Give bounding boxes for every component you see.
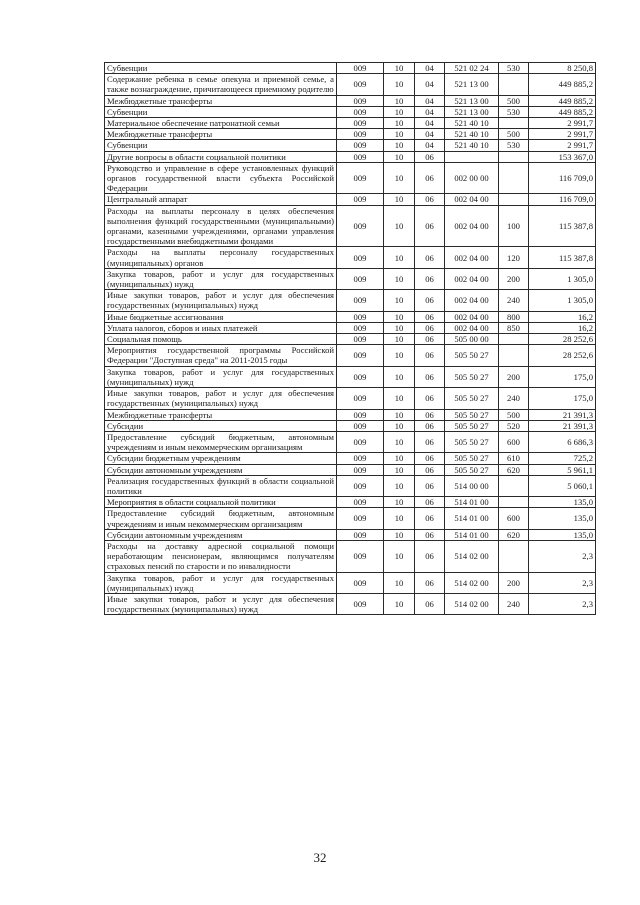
cell-target-article: 521 13 00 [445, 95, 499, 106]
cell-ministry-code: 009 [337, 151, 384, 162]
cell-subsection-code: 06 [415, 322, 445, 333]
cell-amount: 725,2 [529, 453, 596, 464]
cell-name: Центральный аппарат [105, 194, 337, 205]
cell-amount: 2,3 [529, 593, 596, 614]
cell-section-code: 10 [384, 453, 415, 464]
cell-ministry-code: 009 [337, 162, 384, 194]
budget-table [104, 62, 596, 615]
cell-target-article: 002 04 00 [445, 322, 499, 333]
cell-subsection-code: 06 [415, 409, 445, 420]
cell-name: Предоставление субсидий бюджетным, автономным учреждениям и иным некоммерческим организациям [105, 431, 337, 452]
cell-subsection-code: 06 [415, 475, 445, 496]
cell-expense-type: 850 [499, 322, 529, 333]
cell-section-code: 10 [384, 63, 415, 74]
table-row [105, 540, 596, 572]
cell-name: Межбюджетные трансферты [105, 409, 337, 420]
cell-expense-type [499, 118, 529, 129]
cell-name: Содержание ребенка в семье опекуна и приемной семье, а также вознаграждение, причитающееся приемному родителю [105, 74, 337, 95]
cell-target-article: 505 50 27 [445, 345, 499, 366]
table-row [105, 268, 596, 289]
table-row [105, 151, 596, 162]
cell-ministry-code: 009 [337, 572, 384, 593]
cell-section-code: 10 [384, 205, 415, 247]
cell-amount: 115 387,8 [529, 205, 596, 247]
cell-amount: 6 686,3 [529, 431, 596, 452]
cell-expense-type [499, 497, 529, 508]
page-number: 32 [313, 850, 327, 865]
cell-section-code: 10 [384, 388, 415, 409]
cell-target-article: 514 02 00 [445, 540, 499, 572]
cell-target-article [445, 151, 499, 162]
cell-ministry-code: 009 [337, 453, 384, 464]
cell-name: Предоставление субсидий бюджетным, автономным учреждениям и иным некоммерческим организациям [105, 508, 337, 529]
cell-target-article: 505 50 27 [445, 366, 499, 387]
cell-subsection-code: 06 [415, 345, 445, 366]
cell-section-code: 10 [384, 593, 415, 614]
cell-amount: 1 305,0 [529, 268, 596, 289]
cell-section-code: 10 [384, 366, 415, 387]
cell-subsection-code: 06 [415, 431, 445, 452]
cell-subsection-code: 04 [415, 118, 445, 129]
cell-amount: 28 252,6 [529, 345, 596, 366]
cell-subsection-code: 06 [415, 205, 445, 247]
cell-section-code: 10 [384, 106, 415, 117]
cell-ministry-code: 009 [337, 345, 384, 366]
cell-expense-type: 600 [499, 508, 529, 529]
table-row [105, 322, 596, 333]
cell-section-code: 10 [384, 345, 415, 366]
cell-amount: 1 305,0 [529, 290, 596, 311]
cell-amount: 449 885,2 [529, 95, 596, 106]
cell-ministry-code: 009 [337, 409, 384, 420]
cell-amount: 135,0 [529, 497, 596, 508]
cell-subsection-code: 06 [415, 464, 445, 475]
cell-name: Расходы на доставку адресной социальной помощи неработающим пенсионерам, являющимся получателям страховых пенсий по старости и по инвалидности [105, 540, 337, 572]
table-row [105, 106, 596, 117]
cell-ministry-code: 009 [337, 529, 384, 540]
cell-section-code: 10 [384, 572, 415, 593]
cell-ministry-code: 009 [337, 420, 384, 431]
cell-name: Закупка товаров, работ и услуг для государственных (муниципальных) нужд [105, 268, 337, 289]
table-row [105, 311, 596, 322]
cell-target-article: 505 50 27 [445, 420, 499, 431]
cell-ministry-code: 009 [337, 74, 384, 95]
cell-amount: 135,0 [529, 508, 596, 529]
cell-subsection-code: 04 [415, 95, 445, 106]
cell-subsection-code: 04 [415, 140, 445, 151]
cell-ministry-code: 009 [337, 290, 384, 311]
cell-section-code: 10 [384, 497, 415, 508]
cell-subsection-code: 06 [415, 388, 445, 409]
cell-subsection-code: 04 [415, 63, 445, 74]
cell-target-article: 002 04 00 [445, 268, 499, 289]
cell-expense-type: 620 [499, 529, 529, 540]
table-row [105, 388, 596, 409]
cell-name: Социальная помощь [105, 334, 337, 345]
cell-amount: 5 060,1 [529, 475, 596, 496]
table-row [105, 74, 596, 95]
cell-expense-type: 200 [499, 268, 529, 289]
cell-target-article: 521 13 00 [445, 74, 499, 95]
cell-subsection-code: 04 [415, 129, 445, 140]
cell-name: Мероприятия государственной программы Российской Федерации "Доступная среда" на 2011-2015 годы [105, 345, 337, 366]
cell-target-article: 505 50 27 [445, 388, 499, 409]
cell-subsection-code: 06 [415, 497, 445, 508]
cell-amount: 2,3 [529, 540, 596, 572]
cell-ministry-code: 009 [337, 388, 384, 409]
cell-ministry-code: 009 [337, 497, 384, 508]
cell-amount: 116 709,0 [529, 194, 596, 205]
cell-subsection-code: 06 [415, 420, 445, 431]
table-row [105, 453, 596, 464]
cell-section-code: 10 [384, 140, 415, 151]
cell-amount: 16,2 [529, 322, 596, 333]
cell-expense-type [499, 74, 529, 95]
cell-section-code: 10 [384, 464, 415, 475]
cell-target-article: 521 40 10 [445, 129, 499, 140]
cell-amount: 16,2 [529, 311, 596, 322]
cell-amount: 2 991,7 [529, 129, 596, 140]
cell-name: Закупка товаров, работ и услуг для государственных (муниципальных) нужд [105, 572, 337, 593]
cell-section-code: 10 [384, 118, 415, 129]
cell-section-code: 10 [384, 151, 415, 162]
cell-subsection-code: 04 [415, 74, 445, 95]
cell-target-article: 002 04 00 [445, 194, 499, 205]
cell-name: Закупка товаров, работ и услуг для государственных (муниципальных) нужд [105, 366, 337, 387]
cell-target-article: 521 13 00 [445, 106, 499, 117]
cell-expense-type: 530 [499, 140, 529, 151]
cell-target-article: 505 50 27 [445, 464, 499, 475]
cell-section-code: 10 [384, 334, 415, 345]
cell-subsection-code: 06 [415, 268, 445, 289]
table-row [105, 420, 596, 431]
cell-amount: 2 991,7 [529, 140, 596, 151]
cell-expense-type: 530 [499, 63, 529, 74]
cell-name: Иные закупки товаров, работ и услуг для обеспечения государственных (муниципальных) нужд [105, 593, 337, 614]
cell-target-article: 521 40 10 [445, 140, 499, 151]
cell-amount: 5 961,1 [529, 464, 596, 475]
cell-name: Межбюджетные трансферты [105, 129, 337, 140]
cell-target-article: 505 00 00 [445, 334, 499, 345]
cell-subsection-code: 06 [415, 508, 445, 529]
cell-target-article: 002 00 00 [445, 162, 499, 194]
cell-name: Руководство и управление в сфере установленных функций органов государственной власти субъекта Российской Федерации [105, 162, 337, 194]
cell-name: Иные закупки товаров, работ и услуг для обеспечения государственных (муниципальных) нужд [105, 388, 337, 409]
cell-expense-type: 620 [499, 464, 529, 475]
cell-name: Субвенции [105, 106, 337, 117]
cell-amount: 2,3 [529, 572, 596, 593]
cell-expense-type: 520 [499, 420, 529, 431]
cell-section-code: 10 [384, 194, 415, 205]
cell-amount: 8 250,8 [529, 63, 596, 74]
cell-name: Субвенции [105, 140, 337, 151]
cell-target-article: 521 02 24 [445, 63, 499, 74]
cell-amount: 115 387,8 [529, 247, 596, 268]
budget-table-body [105, 63, 596, 615]
cell-expense-type: 200 [499, 366, 529, 387]
table-row [105, 508, 596, 529]
cell-target-article: 514 00 00 [445, 475, 499, 496]
table-row [105, 431, 596, 452]
cell-ministry-code: 009 [337, 194, 384, 205]
table-row [105, 409, 596, 420]
cell-subsection-code: 06 [415, 366, 445, 387]
cell-target-article: 514 02 00 [445, 572, 499, 593]
table-row [105, 464, 596, 475]
cell-expense-type [499, 334, 529, 345]
cell-subsection-code: 06 [415, 247, 445, 268]
cell-subsection-code: 06 [415, 540, 445, 572]
cell-target-article: 002 04 00 [445, 290, 499, 311]
cell-name: Иные бюджетные ассигнования [105, 311, 337, 322]
cell-ministry-code: 009 [337, 63, 384, 74]
cell-subsection-code: 06 [415, 151, 445, 162]
cell-subsection-code: 06 [415, 453, 445, 464]
cell-target-article: 514 01 00 [445, 497, 499, 508]
cell-target-article: 002 04 00 [445, 205, 499, 247]
cell-section-code: 10 [384, 420, 415, 431]
cell-name: Субсидии бюджетным учреждениям [105, 453, 337, 464]
table-row [105, 334, 596, 345]
cell-target-article: 002 04 00 [445, 311, 499, 322]
cell-ministry-code: 009 [337, 431, 384, 452]
cell-section-code: 10 [384, 322, 415, 333]
cell-expense-type: 500 [499, 409, 529, 420]
cell-name: Материальное обеспечение патронатной семьи [105, 118, 337, 129]
cell-name: Субвенции [105, 63, 337, 74]
table-row [105, 205, 596, 247]
cell-name: Субсидии [105, 420, 337, 431]
table-row [105, 475, 596, 496]
cell-name: Другие вопросы в области социальной политики [105, 151, 337, 162]
cell-amount: 2 991,7 [529, 118, 596, 129]
cell-expense-type [499, 194, 529, 205]
cell-expense-type: 240 [499, 593, 529, 614]
cell-section-code: 10 [384, 162, 415, 194]
cell-ministry-code: 009 [337, 540, 384, 572]
table-row [105, 194, 596, 205]
cell-section-code: 10 [384, 95, 415, 106]
cell-amount: 175,0 [529, 366, 596, 387]
cell-expense-type [499, 540, 529, 572]
table-row [105, 95, 596, 106]
cell-subsection-code: 06 [415, 290, 445, 311]
cell-target-article: 521 40 10 [445, 118, 499, 129]
table-row [105, 345, 596, 366]
cell-section-code: 10 [384, 508, 415, 529]
cell-expense-type: 500 [499, 129, 529, 140]
cell-subsection-code: 06 [415, 334, 445, 345]
table-row [105, 497, 596, 508]
cell-ministry-code: 009 [337, 268, 384, 289]
cell-expense-type: 240 [499, 388, 529, 409]
cell-target-article: 505 50 27 [445, 409, 499, 420]
cell-expense-type: 530 [499, 106, 529, 117]
cell-section-code: 10 [384, 540, 415, 572]
table-row [105, 366, 596, 387]
cell-expense-type: 240 [499, 290, 529, 311]
cell-amount: 449 885,2 [529, 74, 596, 95]
cell-name: Межбюджетные трансферты [105, 95, 337, 106]
cell-name: Субсидии автономным учреждениям [105, 529, 337, 540]
cell-expense-type: 500 [499, 95, 529, 106]
table-row [105, 140, 596, 151]
cell-section-code: 10 [384, 431, 415, 452]
table-row [105, 529, 596, 540]
cell-expense-type [499, 475, 529, 496]
cell-expense-type: 200 [499, 572, 529, 593]
cell-section-code: 10 [384, 247, 415, 268]
cell-expense-type [499, 345, 529, 366]
cell-section-code: 10 [384, 475, 415, 496]
table-row [105, 247, 596, 268]
cell-subsection-code: 06 [415, 593, 445, 614]
table-row [105, 63, 596, 74]
cell-amount: 21 391,3 [529, 409, 596, 420]
cell-target-article: 514 01 00 [445, 529, 499, 540]
cell-name: Уплата налогов, сборов и иных платежей [105, 322, 337, 333]
cell-target-article: 505 50 27 [445, 453, 499, 464]
table-row [105, 593, 596, 614]
cell-subsection-code: 06 [415, 529, 445, 540]
cell-amount: 116 709,0 [529, 162, 596, 194]
cell-ministry-code: 009 [337, 140, 384, 151]
cell-target-article: 514 02 00 [445, 593, 499, 614]
table-row [105, 162, 596, 194]
cell-section-code: 10 [384, 311, 415, 322]
cell-ministry-code: 009 [337, 475, 384, 496]
cell-ministry-code: 009 [337, 311, 384, 322]
table-row [105, 129, 596, 140]
cell-ministry-code: 009 [337, 247, 384, 268]
cell-expense-type: 800 [499, 311, 529, 322]
cell-ministry-code: 009 [337, 464, 384, 475]
cell-subsection-code: 06 [415, 194, 445, 205]
cell-section-code: 10 [384, 529, 415, 540]
cell-expense-type [499, 162, 529, 194]
cell-ministry-code: 009 [337, 129, 384, 140]
cell-ministry-code: 009 [337, 366, 384, 387]
cell-ministry-code: 009 [337, 106, 384, 117]
cell-amount: 21 391,3 [529, 420, 596, 431]
cell-section-code: 10 [384, 409, 415, 420]
cell-section-code: 10 [384, 74, 415, 95]
cell-amount: 135,0 [529, 529, 596, 540]
table-row [105, 118, 596, 129]
cell-expense-type: 120 [499, 247, 529, 268]
cell-section-code: 10 [384, 290, 415, 311]
cell-subsection-code: 06 [415, 311, 445, 322]
cell-target-article: 505 50 27 [445, 431, 499, 452]
cell-ministry-code: 009 [337, 95, 384, 106]
cell-name: Иные закупки товаров, работ и услуг для обеспечения государственных (муниципальных) нужд [105, 290, 337, 311]
cell-ministry-code: 009 [337, 118, 384, 129]
cell-ministry-code: 009 [337, 593, 384, 614]
cell-target-article: 002 04 00 [445, 247, 499, 268]
cell-name: Расходы на выплаты персоналу государственных (муниципальных) органов [105, 247, 337, 268]
cell-subsection-code: 06 [415, 162, 445, 194]
cell-expense-type: 600 [499, 431, 529, 452]
cell-amount: 449 885,2 [529, 106, 596, 117]
cell-expense-type: 100 [499, 205, 529, 247]
table-row [105, 572, 596, 593]
table-row [105, 290, 596, 311]
cell-name: Реализация государственных функций в области социальной политики [105, 475, 337, 496]
cell-amount: 175,0 [529, 388, 596, 409]
cell-section-code: 10 [384, 129, 415, 140]
cell-name: Мероприятия в области социальной политики [105, 497, 337, 508]
cell-ministry-code: 009 [337, 205, 384, 247]
cell-target-article: 514 01 00 [445, 508, 499, 529]
cell-subsection-code: 04 [415, 106, 445, 117]
cell-name: Расходы на выплаты персоналу в целях обеспечения выполнения функций государственными (муниципальными) органами, казенными учреждениями, органами управления государственными внебюджетными фондами [105, 205, 337, 247]
cell-name: Субсидии автономным учреждениям [105, 464, 337, 475]
cell-subsection-code: 06 [415, 572, 445, 593]
cell-ministry-code: 009 [337, 334, 384, 345]
cell-expense-type [499, 151, 529, 162]
cell-ministry-code: 009 [337, 508, 384, 529]
cell-expense-type: 610 [499, 453, 529, 464]
cell-ministry-code: 009 [337, 322, 384, 333]
cell-section-code: 10 [384, 268, 415, 289]
cell-amount: 153 367,0 [529, 151, 596, 162]
cell-amount: 28 252,6 [529, 334, 596, 345]
